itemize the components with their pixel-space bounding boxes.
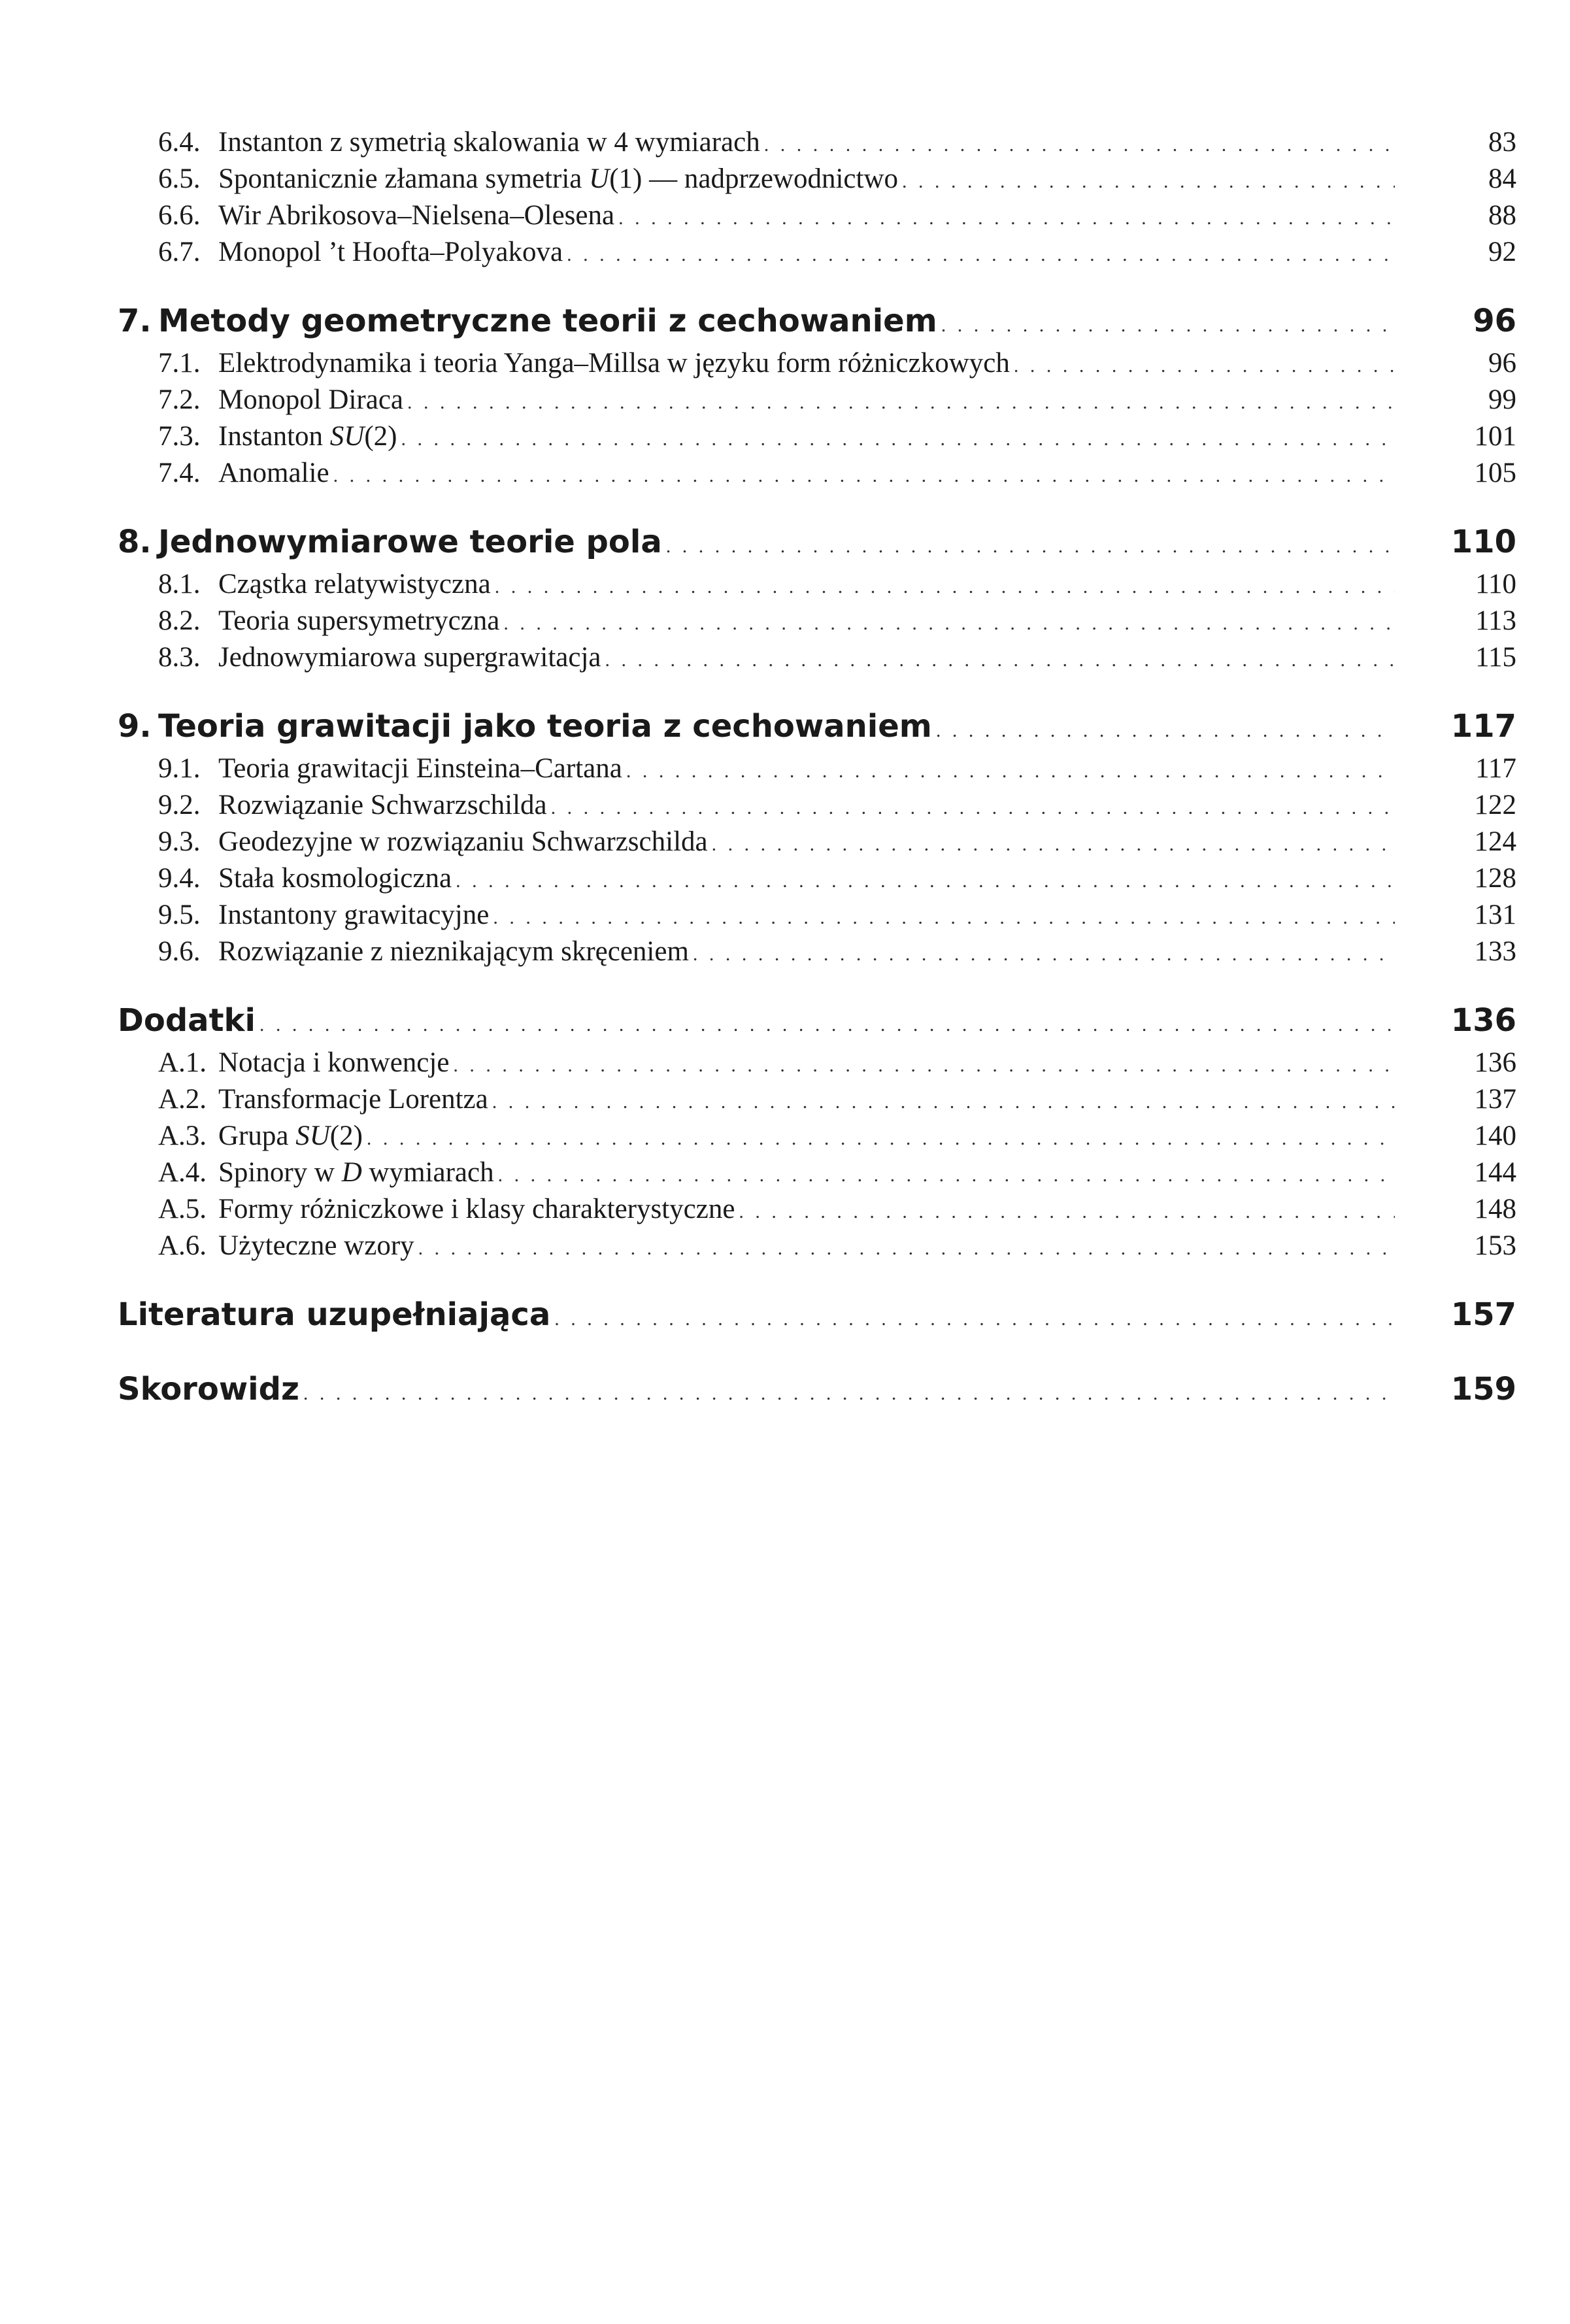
leader-dots [941,301,1395,350]
page-number: 96 [1488,348,1516,379]
leader-dots [605,642,1395,679]
page-number: 96 [1473,303,1516,339]
chapter-title: Jednowymiarowe teorie pola [158,524,662,560]
title-part: wymiarach [361,1157,494,1188]
page-number: 144 [1474,1157,1516,1188]
section-number: 8.1. [158,569,201,599]
section-title: Wir Abrikosova–Nielsena–Olesena [218,200,615,231]
title-math: SU [295,1120,330,1151]
leader-dots [626,753,1395,790]
leader-dots [739,1194,1395,1230]
toc-entry-9-3 [118,824,1516,860]
leader-dots [456,863,1395,900]
section-number: 7.3. [158,421,201,452]
title-part: Grupa [218,1120,296,1151]
page-number: 110 [1475,569,1516,599]
toc-entry-a-2 [118,1081,1516,1118]
toc-entry-6-7 [118,234,1516,271]
leader-dots [764,127,1395,163]
chapter-title: Skorowidz [118,1371,299,1407]
section-title [218,1154,494,1191]
page-number: 140 [1474,1120,1516,1151]
title-part: Instanton [218,421,330,452]
section-number: A.4. [158,1157,207,1188]
toc-entry-6-4 [118,124,1516,161]
section-title [218,418,397,455]
section-title: Notacja i konwencje [218,1047,450,1078]
leader-dots [407,384,1395,421]
toc-entry-a-1 [118,1045,1516,1081]
section-number: 6.4. [158,127,201,158]
section-number: A.3. [158,1120,207,1151]
section-number: 9.4. [158,863,201,894]
section-title: Stała kosmologiczna [218,863,452,894]
section-title: Rozwiązanie z nieznikającym skręceniem [218,936,689,967]
section-title: Monopol ’t Hoofta–Polyakova [218,237,563,267]
toc-chapter-8 [118,518,1516,566]
page-number: 159 [1450,1371,1516,1407]
section-title: Anomalie [218,458,329,488]
toc-entry-a-3 [118,1118,1516,1154]
page-number: 83 [1488,127,1516,158]
leader-dots [495,569,1395,605]
page-number: 131 [1474,900,1516,930]
leader-dots [367,1120,1395,1157]
section-number: 9.3. [158,826,201,857]
page-number: 117 [1475,753,1516,784]
leader-dots [551,790,1395,826]
page-number: 128 [1474,863,1516,894]
leader-dots [666,522,1395,571]
section-number: 6.6. [158,200,201,231]
section-number: 9.5. [158,900,201,930]
leader-dots [259,1001,1395,1049]
section-title [218,1118,363,1154]
title-math: U [589,163,610,194]
section-title: Instanton z symetrią skalowania w 4 wymiarach [218,127,760,158]
page-number: 113 [1475,605,1516,636]
page-number: 122 [1474,790,1516,820]
leader-dots [503,605,1395,642]
section-title: Jednowymiarowa supergrawitacja [218,642,601,673]
page-number: 88 [1488,200,1516,231]
chapter-number: 7. [118,303,152,339]
toc-entry-7-3 [118,418,1516,455]
section-number: 7.1. [158,348,201,379]
page-number: 148 [1474,1194,1516,1224]
page-number: 133 [1474,936,1516,967]
section-number: A.2. [158,1084,207,1115]
section-number: 9.6. [158,936,201,967]
leader-dots [303,1370,1395,1418]
title-part: Spontanicznie złamana symetria [218,163,590,194]
leader-dots [902,163,1395,200]
toc-dodatki [118,996,1516,1045]
page-number: 136 [1450,1002,1516,1039]
section-number: 8.2. [158,605,201,636]
toc-entry-9-6 [118,934,1516,970]
section-number: 9.1. [158,753,201,784]
chapter-number: 8. [118,524,152,560]
section-number: 9.2. [158,790,201,820]
toc-entry-8-3 [118,639,1516,676]
page-number: 101 [1474,421,1516,452]
toc-entry-6-6 [118,197,1516,234]
page-number: 92 [1488,237,1516,267]
leader-dots [554,1295,1395,1343]
leader-dots [618,200,1395,237]
page-number: 99 [1488,384,1516,415]
leader-dots [453,1047,1395,1084]
leader-dots [712,826,1395,863]
section-number: 7.4. [158,458,201,488]
chapter-title: Teoria grawitacji jako teoria z cechowaniem [158,708,932,745]
toc-entry-7-2 [118,382,1516,418]
leader-dots [418,1230,1395,1267]
section-number: 8.3. [158,642,201,673]
page-number: 157 [1450,1296,1516,1333]
section-number: 7.2. [158,384,201,415]
leader-dots [1014,348,1395,384]
toc-chapter-9 [118,702,1516,750]
title-part: (1) — nadprzewodnictwo [609,163,899,194]
section-title: Elektrodynamika i teoria Yanga–Millsa w języku form różniczkowych [218,348,1010,379]
section-title [218,161,898,197]
section-number: A.6. [158,1230,207,1261]
section-number: A.1. [158,1047,207,1078]
leader-dots [493,900,1395,936]
leader-dots [936,707,1395,755]
page-number: 153 [1474,1230,1516,1261]
toc-entry-8-2 [118,603,1516,639]
chapter-title: Dodatki [118,1002,256,1039]
leader-dots [498,1157,1395,1194]
section-title: Formy różniczkowe i klasy charakterystyczne [218,1194,735,1224]
title-math: D [341,1157,362,1188]
section-number: A.5. [158,1194,207,1224]
leader-dots [333,458,1395,494]
toc-entry-9-4 [118,860,1516,897]
toc-literatura [118,1290,1516,1339]
page-number: 115 [1475,642,1516,673]
title-math: SU [329,421,365,452]
title-part: (2) [364,421,397,452]
section-title: Monopol Diraca [218,384,404,415]
table-of-contents [118,124,1516,1413]
toc-entry-a-6 [118,1228,1516,1264]
section-title: Instantony grawitacyjne [218,900,490,930]
chapter-title: Literatura uzupełniająca [118,1296,551,1333]
toc-entry-8-1 [118,566,1516,603]
page-number: 124 [1474,826,1516,857]
page-number: 117 [1450,708,1516,745]
leader-dots [567,237,1395,273]
toc-chapter-7 [118,297,1516,345]
toc-entry-7-4 [118,455,1516,492]
section-title: Teoria grawitacji Einsteina–Cartana [218,753,622,784]
page-number: 105 [1474,458,1516,488]
leader-dots [693,936,1395,973]
section-title: Transformacje Lorentza [218,1084,488,1115]
toc-entry-6-5 [118,161,1516,197]
section-title: Cząstka relatywistyczna [218,569,491,599]
section-title: Teoria supersymetryczna [218,605,500,636]
toc-entry-9-2 [118,787,1516,824]
toc-entry-a-5 [118,1191,1516,1228]
toc-entry-9-5 [118,897,1516,934]
title-part: (2) [329,1120,363,1151]
toc-entry-9-1 [118,750,1516,787]
page-number: 137 [1474,1084,1516,1115]
section-number: 6.5. [158,163,201,194]
toc-entry-a-4 [118,1154,1516,1191]
page-number: 84 [1488,163,1516,194]
chapter-title: Metody geometryczne teorii z cechowaniem [158,303,937,339]
toc-skorowidz [118,1365,1516,1413]
section-title: Geodezyjne w rozwiązaniu Schwarzschilda [218,826,708,857]
chapter-number: 9. [118,708,152,745]
toc-entry-7-1 [118,345,1516,382]
leader-dots [492,1084,1395,1120]
section-title: Rozwiązanie Schwarzschilda [218,790,547,820]
page-number: 110 [1450,524,1516,560]
section-title: Użyteczne wzory [218,1230,414,1261]
page-number: 136 [1474,1047,1516,1078]
leader-dots [401,421,1395,458]
section-number: 6.7. [158,237,201,267]
title-part: Spinory w [218,1157,342,1188]
